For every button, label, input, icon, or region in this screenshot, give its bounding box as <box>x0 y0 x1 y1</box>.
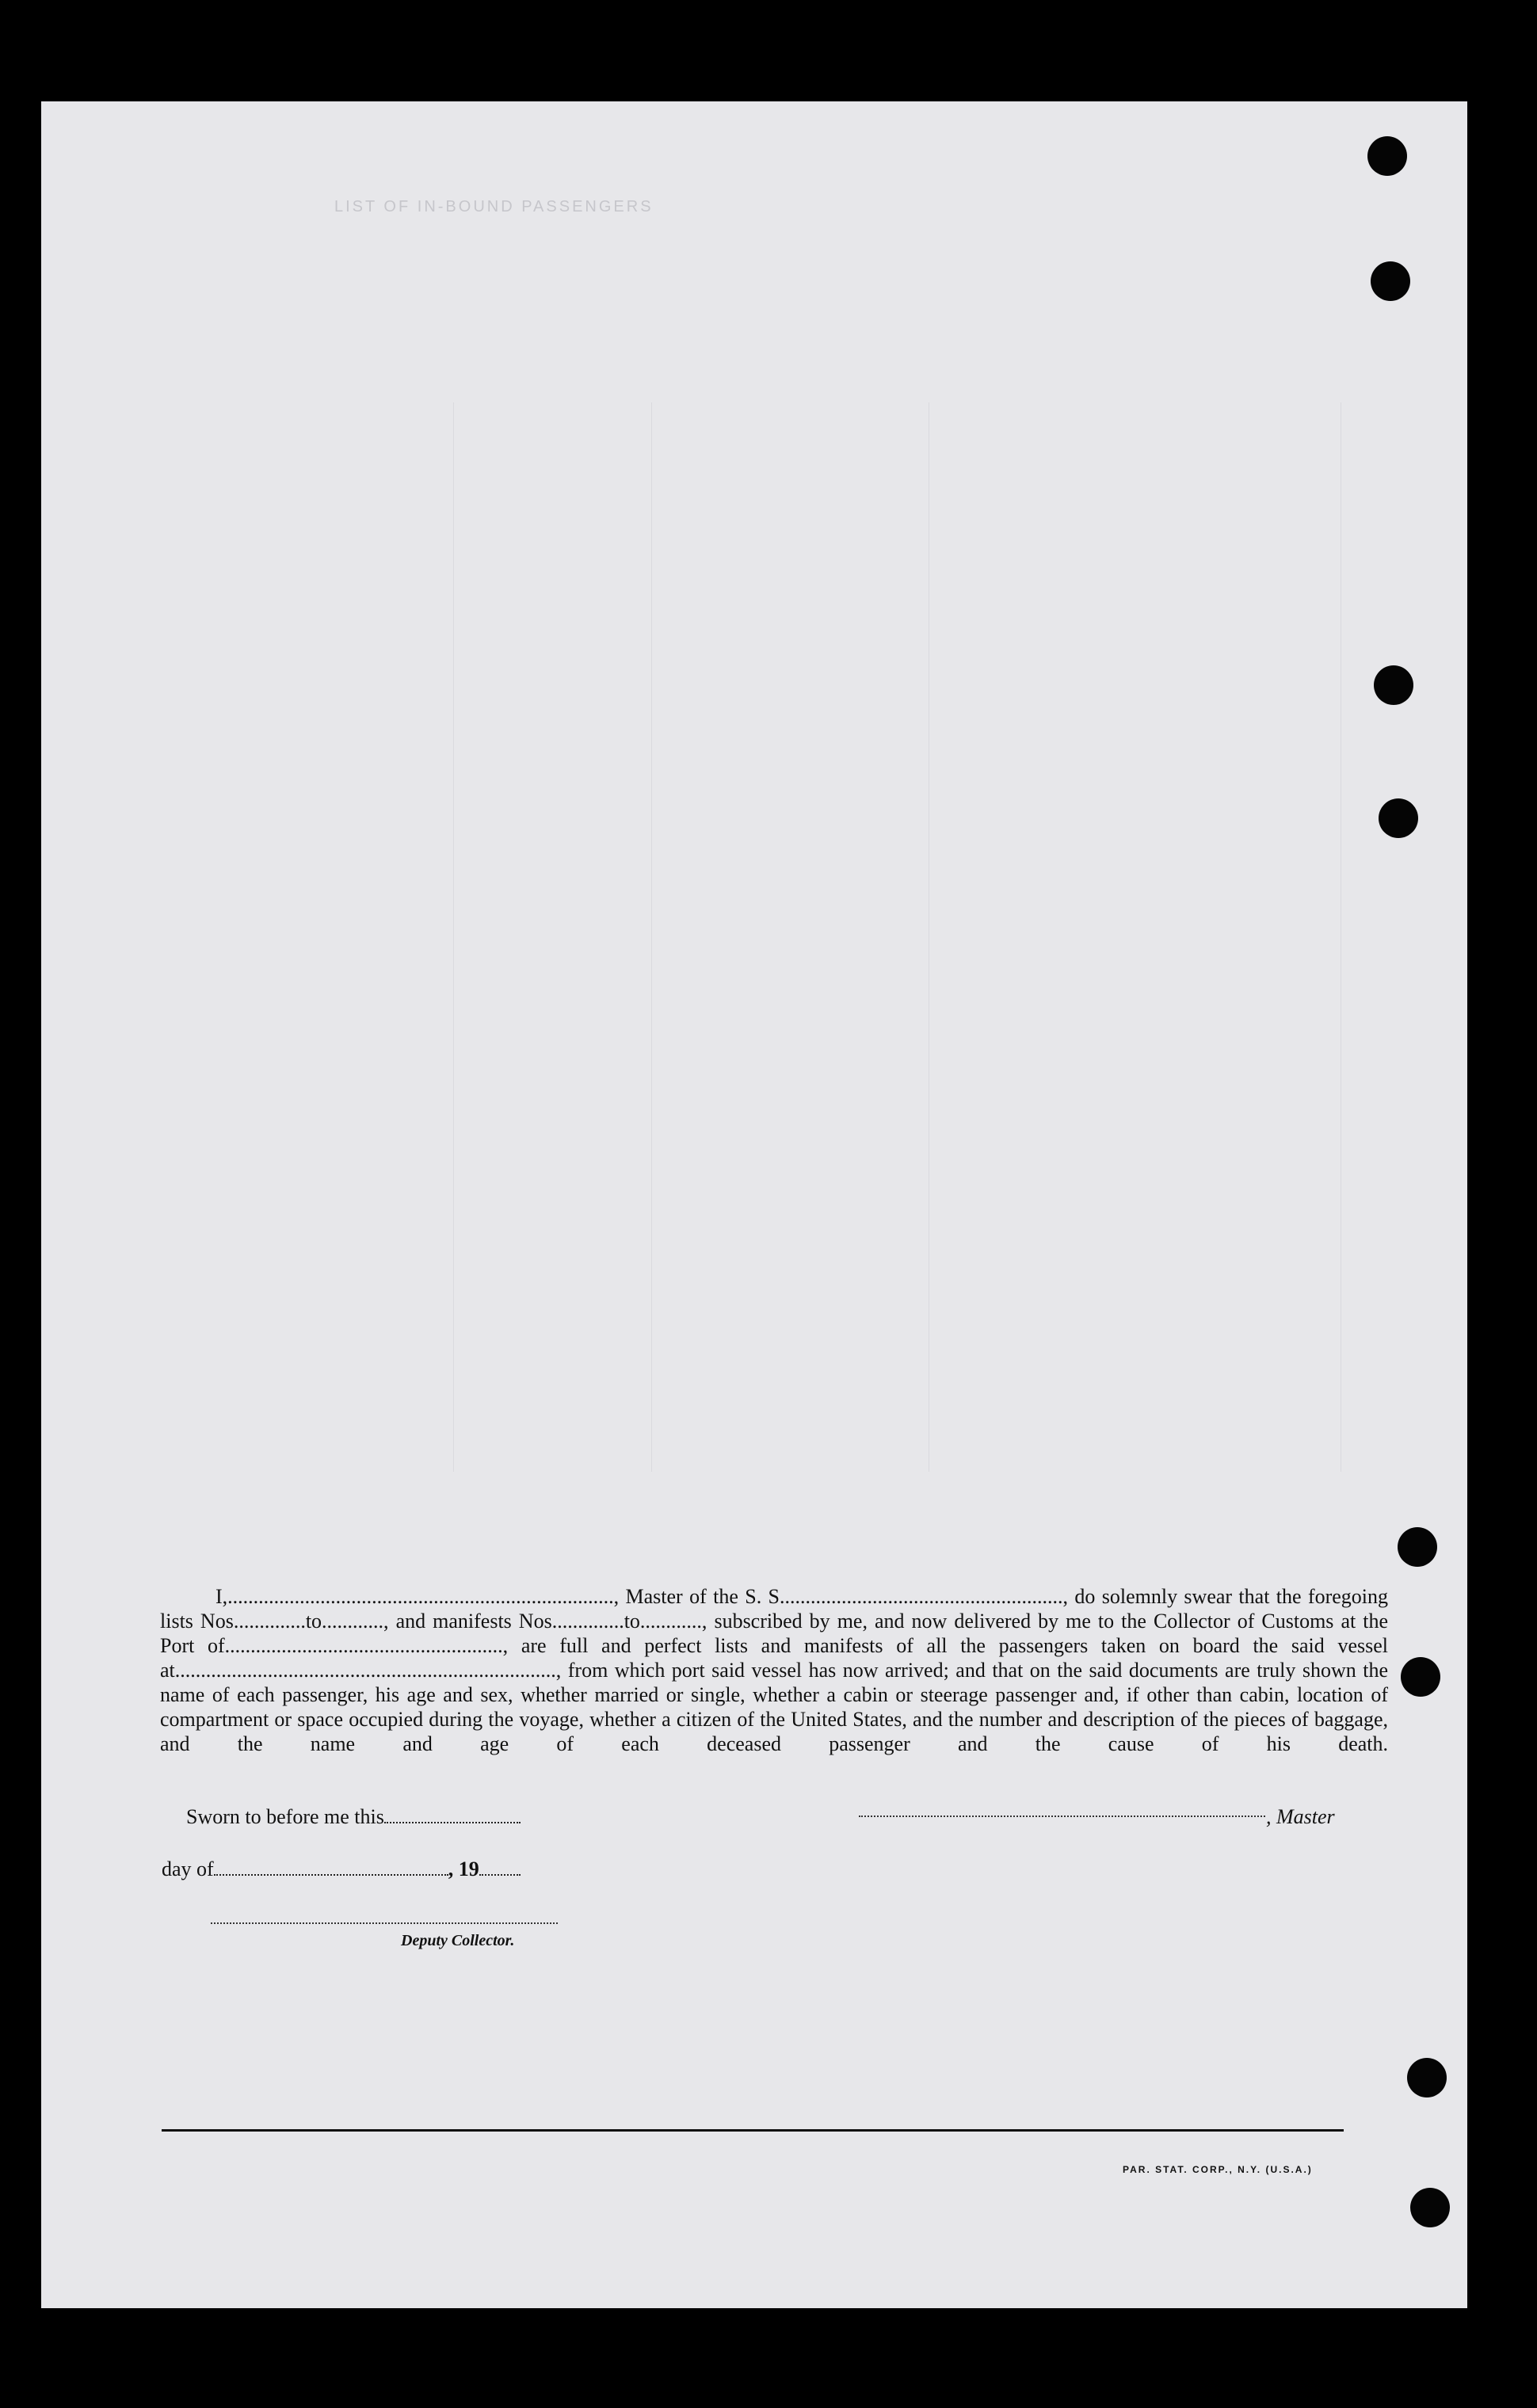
punch-hole <box>1367 136 1407 176</box>
punch-hole <box>1374 665 1413 705</box>
bleed-through-rule <box>453 402 454 1472</box>
sworn-row <box>186 1805 521 1829</box>
year-label: , 19 <box>448 1857 479 1880</box>
bleed-through-header: LIST OF IN-BOUND PASSENGERS <box>334 198 654 215</box>
footer-rule <box>162 2129 1344 2132</box>
master-signature-field[interactable] <box>859 1816 1265 1817</box>
day-of-field[interactable] <box>214 1860 448 1876</box>
day-of-label: day of <box>162 1857 214 1880</box>
punch-hole <box>1371 261 1410 301</box>
punch-hole <box>1398 1527 1437 1567</box>
punch-hole <box>1379 798 1418 838</box>
punch-hole <box>1401 1657 1440 1697</box>
document-page <box>41 101 1467 2308</box>
punch-hole <box>1407 2058 1447 2097</box>
year-field[interactable] <box>479 1860 521 1876</box>
bleed-through-rule <box>651 402 652 1472</box>
oath-text: I,..........................................................................., Master of the S. S......................................................., do solemnly swear that the foregoing lists Nos..............to............, and manifests Nos..............to............, subscribed by me, and now delivered by me to the Collector of Customs at the Port of......................................................, are full and perfect lists and manifests of all the passengers taken on board the said vessel at.........................................................................., from which port said vessel has now arrived; and that on the said documents are truly shown the name of each passenger, his age and sex, whether married or single, whether a cabin or steerage passenger and, if other than cabin, location of compartment or space occupied during the voyage, whether a citizen of the United States, and the number and description of the pieces of baggage, and the name and age of each deceased passenger and the cause of his death. <box>160 1585 1388 1755</box>
master-label <box>1266 1805 1335 1829</box>
master-oath <box>160 1584 1388 1781</box>
sworn-label: Sworn to before me this <box>186 1805 384 1828</box>
deputy-collector-signature-field[interactable] <box>211 1922 558 1924</box>
sworn-date-field[interactable] <box>384 1808 521 1823</box>
punch-hole <box>1410 2188 1450 2227</box>
printer-imprint: PAR. STAT. CORP., N.Y. (U.S.A.) <box>1123 2164 1313 2175</box>
master-label-text: , Master <box>1266 1805 1335 1828</box>
day-of-row <box>162 1857 521 1881</box>
deputy-collector-label: Deputy Collector. <box>401 1932 515 1949</box>
